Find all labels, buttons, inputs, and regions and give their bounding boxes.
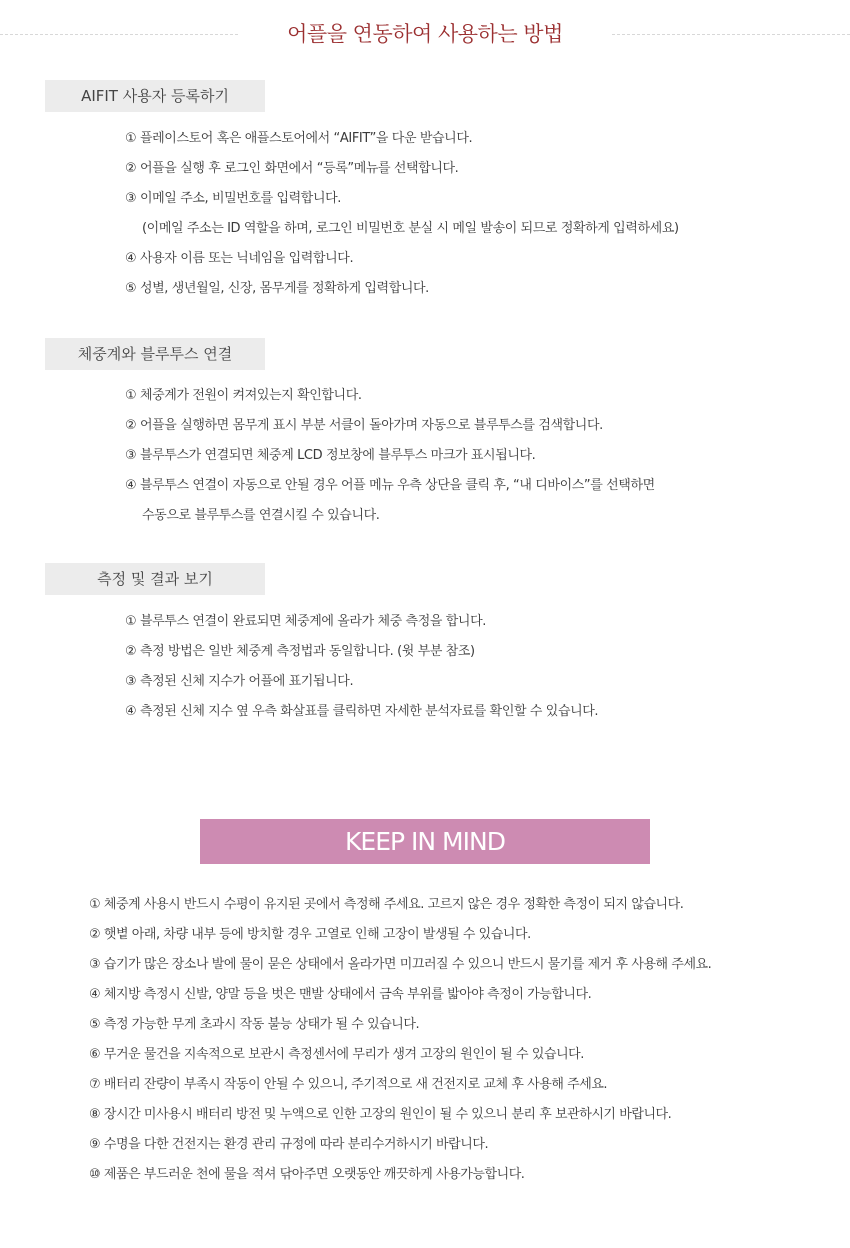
step-item: ① 플레이스토어 혹은 애플스토어에서 “AIFIT”을 다운 받습니다. bbox=[125, 131, 473, 146]
step-item: ② 어플을 실행 후 로그인 화면에서 “등록”메뉴를 선택합니다. bbox=[125, 161, 459, 176]
step-item: ④ 사용자 이름 또는 닉네임을 입력합니다. bbox=[125, 251, 354, 266]
step-item: ② 어플을 실행하면 몸무게 표시 부분 서클이 돌아가며 자동으로 블루투스를 검색합니다. bbox=[125, 418, 603, 433]
note-item: ② 햇볕 아래, 차량 내부 등에 방치할 경우 고열로 인해 고장이 발생될 수 있습니다. bbox=[89, 927, 531, 942]
note-item: ⑥ 무거운 물건을 지속적으로 보관시 측정센서에 무리가 생겨 고장의 원인이 될 수 있습니다. bbox=[89, 1047, 584, 1062]
step-note: (이메일 주소는 ID 역할을 하며, 로그인 비밀번호 분실 시 메일 발송이 되므로 정확하게 입력하세요) bbox=[142, 221, 679, 236]
page-title-row bbox=[0, 14, 850, 54]
bluetooth-steps bbox=[125, 381, 655, 531]
title-divider-right bbox=[612, 34, 850, 35]
note-item: ④ 체지방 측정시 신발, 양말 등을 벗은 맨발 상태에서 금속 부위를 밟아야 측정이 가능합니다. bbox=[89, 987, 592, 1002]
section-label-bluetooth: 체중계와 블루투스 연결 bbox=[45, 338, 265, 370]
measurement-steps bbox=[125, 607, 598, 727]
keep-in-mind-banner: KEEP IN MIND bbox=[200, 819, 650, 864]
note-item: ⑦ 배터리 잔량이 부족시 작동이 안될 수 있으니, 주기적으로 새 건전지로 교체 후 사용해 주세요. bbox=[89, 1077, 608, 1092]
note-item: ⑩ 제품은 부드러운 천에 물을 적셔 닦아주면 오랫동안 깨끗하게 사용가능합니다. bbox=[89, 1167, 525, 1182]
note-item: ① 체중계 사용시 반드시 수평이 유지된 곳에서 측정해 주세요. 고르지 않은 경우 정확한 측정이 되지 않습니다. bbox=[89, 897, 684, 912]
step-item: ③ 측정된 신체 지수가 어플에 표기됩니다. bbox=[125, 674, 354, 689]
note-item: ⑧ 장시간 미사용시 배터리 방전 및 누액으로 인한 고장의 원인이 될 수 있으니 분리 후 보관하시기 바랍니다. bbox=[89, 1107, 672, 1122]
step-item: ③ 블루투스가 연결되면 체중계 LCD 정보창에 블루투스 마크가 표시됩니다. bbox=[125, 448, 536, 463]
step-item: ⑤ 성별, 생년월일, 신장, 몸무게를 정확하게 입력합니다. bbox=[125, 281, 429, 296]
keep-in-mind-notes bbox=[89, 890, 711, 1190]
step-item: ④ 블루투스 연결이 자동으로 안될 경우 어플 메뉴 우측 상단을 클릭 후, “내 디바이스”를 선택하면 bbox=[125, 478, 655, 493]
note-item: ⑤ 측정 가능한 무게 초과시 작동 불능 상태가 될 수 있습니다. bbox=[89, 1017, 420, 1032]
section-label-measurement: 측정 및 결과 보기 bbox=[45, 563, 265, 595]
note-item: ③ 습기가 많은 장소나 발에 물이 묻은 상태에서 올라가면 미끄러질 수 있으니 반드시 물기를 제거 후 사용해 주세요. bbox=[89, 957, 712, 972]
step-item: ① 블루투스 연결이 완료되면 체중계에 올라가 체중 측정을 합니다. bbox=[125, 614, 486, 629]
section-label-registration: AIFIT 사용자 등록하기 bbox=[45, 80, 265, 112]
step-item: ① 체중계가 전원이 켜져있는지 확인합니다. bbox=[125, 388, 362, 403]
step-item: ② 측정 방법은 일반 체중계 측정법과 동일합니다. (윗 부분 참조) bbox=[125, 644, 475, 659]
step-item: ④ 측정된 신체 지수 옆 우측 화살표를 클릭하면 자세한 분석자료를 확인할 수 있습니다. bbox=[125, 704, 599, 719]
step-item-continued: 수동으로 블루투스를 연결시킬 수 있습니다. bbox=[142, 508, 380, 523]
registration-steps bbox=[125, 124, 679, 304]
page-title: 어플을 연동하여 사용하는 방법 bbox=[287, 22, 563, 46]
note-item: ⑨ 수명을 다한 건전지는 환경 관리 규정에 따라 분리수거하시기 바랍니다. bbox=[89, 1137, 489, 1152]
step-item: ③ 이메일 주소, 비밀번호를 입력합니다. bbox=[125, 191, 342, 206]
